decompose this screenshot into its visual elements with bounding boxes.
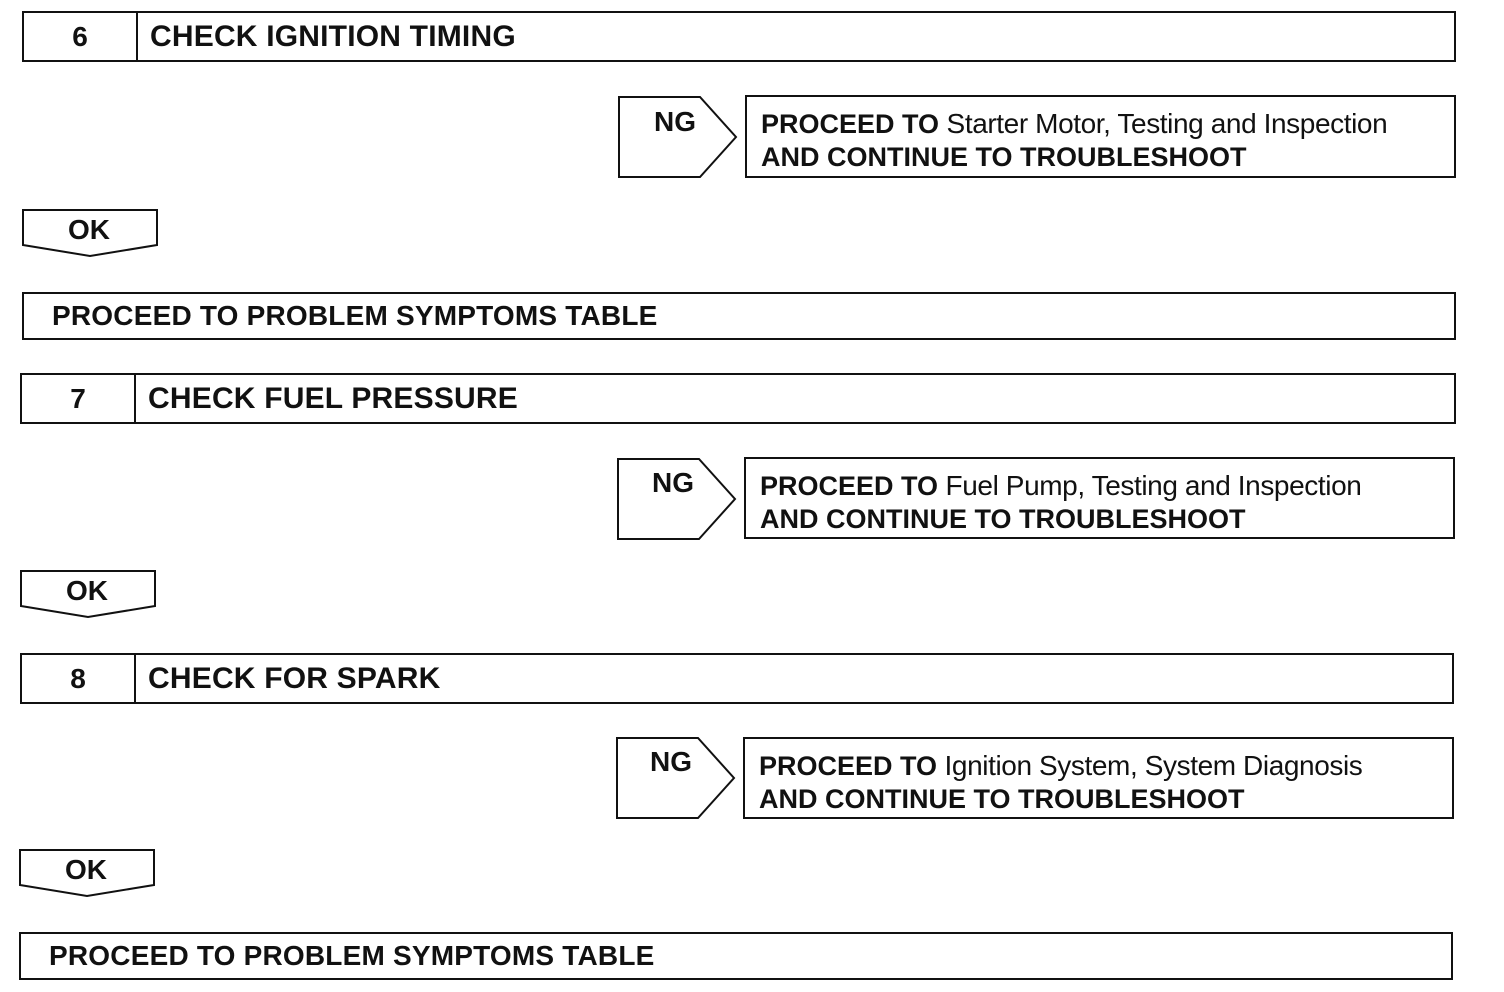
ng-target-link[interactable]: Fuel Pump, Testing and Inspection <box>945 470 1362 501</box>
ng-proceed-prefix: PROCEED TO <box>760 471 939 501</box>
ok-label: OK <box>66 575 108 606</box>
step-title: CHECK IGNITION TIMING <box>150 19 516 53</box>
step-8-header <box>20 653 1454 704</box>
step-number: 6 <box>24 13 138 60</box>
ok-label: OK <box>68 214 110 245</box>
step-number: 8 <box>22 655 136 702</box>
step-number: 7 <box>22 375 136 422</box>
ng-action-box <box>745 95 1456 178</box>
ng-target-link[interactable]: Starter Motor, Testing and Inspection <box>946 108 1388 139</box>
ng-label: NG <box>654 106 696 137</box>
ng-continue-text: AND CONTINUE TO TROUBLESHOOT <box>759 784 1245 814</box>
step-title: CHECK FUEL PRESSURE <box>148 381 518 415</box>
step-7-header <box>20 373 1456 424</box>
proceed-symptoms-table[interactable]: PROCEED TO PROBLEM SYMPTOMS TABLE <box>22 292 1456 340</box>
ng-continue-text: AND CONTINUE TO TROUBLESHOOT <box>761 142 1247 172</box>
ng-proceed-prefix: PROCEED TO <box>761 109 940 139</box>
ok-label: OK <box>65 854 107 885</box>
ng-label: NG <box>652 467 694 498</box>
ng-label: NG <box>650 746 692 777</box>
step-6-header <box>22 11 1456 62</box>
ng-proceed-prefix: PROCEED TO <box>759 751 938 781</box>
ng-action-box <box>744 457 1455 539</box>
ng-action-box <box>743 737 1454 819</box>
ng-target-link[interactable]: Ignition System, System Diagnosis <box>944 750 1363 781</box>
proceed-symptoms-table[interactable]: PROCEED TO PROBLEM SYMPTOMS TABLE <box>19 932 1453 980</box>
step-title: CHECK FOR SPARK <box>148 661 441 695</box>
ng-continue-text: AND CONTINUE TO TROUBLESHOOT <box>760 504 1246 534</box>
